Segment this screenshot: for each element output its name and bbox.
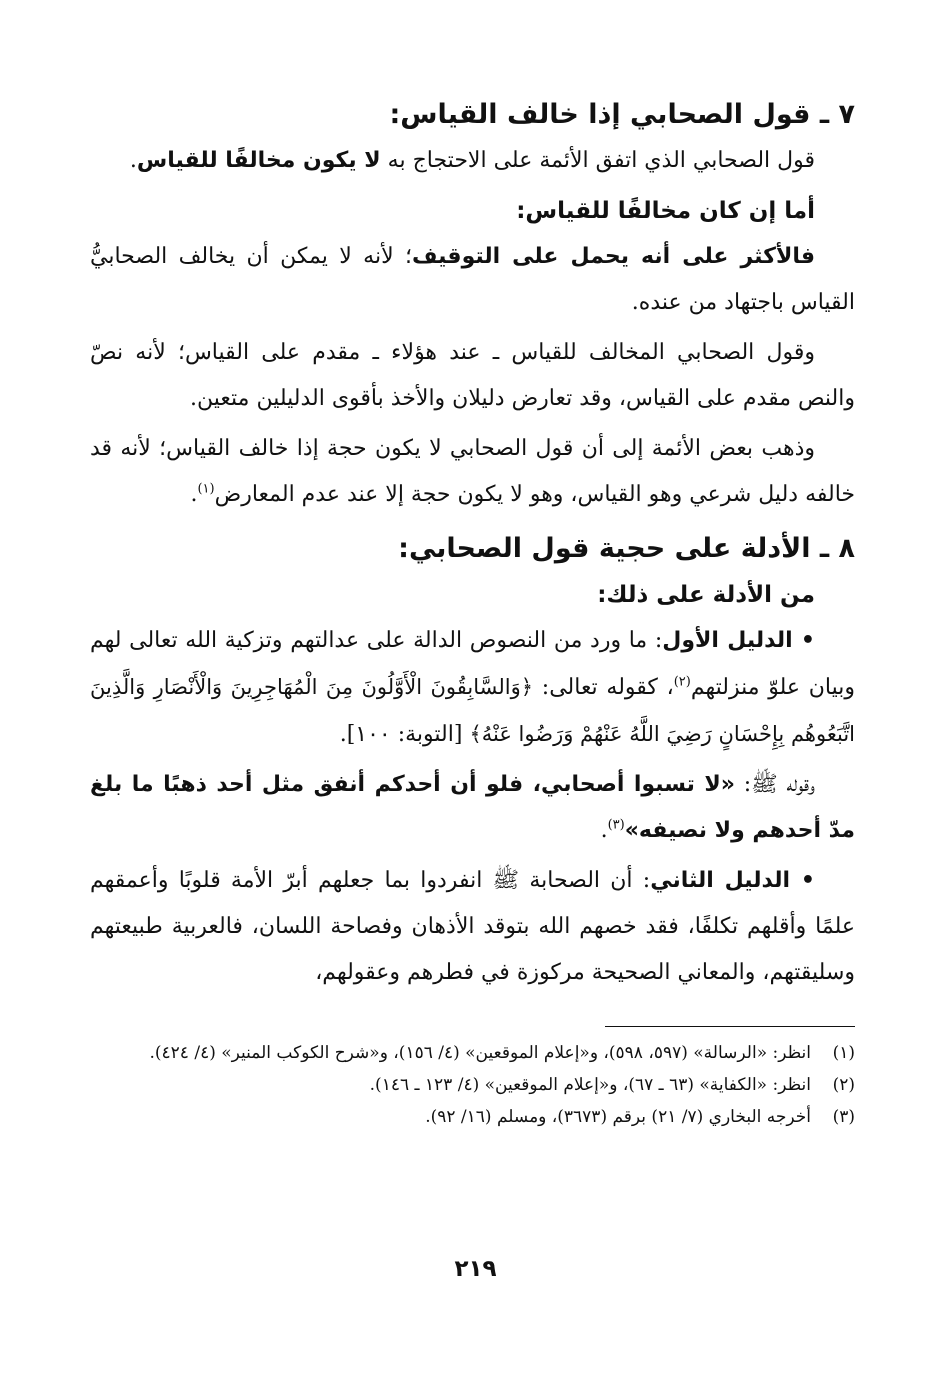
section-8-heading: ٨ ـ الأدلة على حجية قول الصحابي: [398,533,855,564]
section-7-paragraph-3: وقول الصحابي المخالف للقياس ـ عند هؤلاء ـ مقدم على القياس؛ لأنه نصّ والنص مقدم على القياس، وقد تعارض دليلان والأخذ بأقوى الدليلين متعين. [90,340,855,411]
text-run: ؛ لأنه لا يمكن أن يخالف الصحابيُّ القياس باجتهاد من عنده. [90,244,855,315]
footnote-divider [605,1026,855,1027]
text-run: ، كقوله تعالى: [533,675,674,700]
hadith-text: «لا تسبوا أصحابي، فلو أن أحدكم أنفق مثل أحد ذهبًا ما بلغ مدّ أحدهم ولا نصيفه» [90,772,855,843]
footnote-text: أخرجه البخاري (٧/ ٢١) برقم (٣٦٧٣)، ومسلم (١٦/ ٩٢). [425,1107,811,1127]
bold-text-run: لا يكون مخالفًا للقياس [136,148,381,173]
text-run: . [190,482,198,507]
footnote-3 [90,1101,855,1133]
footnote-ref-3[interactable]: (٣) [607,817,625,833]
text-run: . [600,818,608,843]
footnote-text: انظر: «الكفاية» (٦٣ ـ ٦٧)، و«إعلام الموقعين» (٤/ ١٢٣ ـ ١٤٦). [369,1075,811,1095]
verse-reference: [التوبة: ١٠٠]. [339,722,470,747]
section-7-paragraph-2 [90,234,855,326]
footnote-ref-1[interactable]: (١) [197,481,215,497]
quran-verse: ﴿وَالسَّابِقُونَ الْأَوَّلُونَ مِنَ الْمُهَاجِرِينَ وَالْأَنْصَارِ وَالَّذِينَ اتَّبَعُوهُم بِإِحْسَانٍ رَضِيَ اللَّهُ عَنْهُمْ وَرَضُوا عَنْهُ﴾ [90,675,855,746]
page-number: ٢١٩ [454,1256,497,1282]
footnote-number: (٢) [832,1075,855,1095]
text-run: : ما ورد من النصوص الدالة على عدالتهم وتزكية الله تعالى لهم وبيان علوّ منزلتهم [90,628,855,700]
text-run: وقوله ﷺ: [734,772,815,797]
text-run: : أن الصحابة ﷺ انفردوا بما جعلهم أبرّ الأمة قلوبًا وأعمقهم علمًا وأقلهم تكلفًا، فقد خصهم الله بتوقد الأذهان وفصاحة اللسان، فالعربية طبيعتهم وسليقتهم، والمعاني الصحيحة مركوزة في فطرهم وعقولهم، [90,868,855,985]
evidence-2-paragraph [90,858,855,996]
text-run: قول الصحابي الذي اتفق الأئمة على الاحتجاج به [380,148,815,173]
footnotes [90,1037,855,1133]
evidence-1-label: • الدليل الأول [662,628,815,653]
evidence-2-label: • الدليل الثاني [650,868,815,893]
text-run: . [129,148,137,173]
section-7-heading: ٧ ـ قول الصحابي إذا خالف القياس: [389,99,855,130]
section-7-paragraph-4 [90,426,855,518]
footnote-text: انظر: «الرسالة» (٥٩٧، ٥٩٨)، و«إعلام الموقعين» (٤/ ١٥٦)، و«شرح الكوكب المنير» (٤/ ٤٢٤). [149,1043,811,1063]
section-7-subheading: أما إن كان مخالفًا للقياس: [516,198,815,224]
footnote-2 [90,1069,855,1101]
bold-text-run: فالأكثر على أنه يحمل على التوقيف [411,244,815,269]
hadith-paragraph [90,762,855,854]
section-8-subheading: من الأدلة على ذلك: [597,582,815,608]
footnote-number: (١) [832,1043,855,1063]
footnote-1 [90,1037,855,1069]
evidence-1-paragraph [90,618,855,758]
section-7-paragraph-1 [90,138,855,184]
footnote-ref-2[interactable]: (٢) [673,674,691,690]
text-run: وذهب بعض الأئمة إلى أن قول الصحابي لا يكون حجة إذا خالف القياس؛ لأنه قد خالفه دليل شرعي وهو القياس، وهو لا يكون حجة إلا عند عدم المعارض [90,436,855,507]
footnote-number: (٣) [832,1107,855,1127]
